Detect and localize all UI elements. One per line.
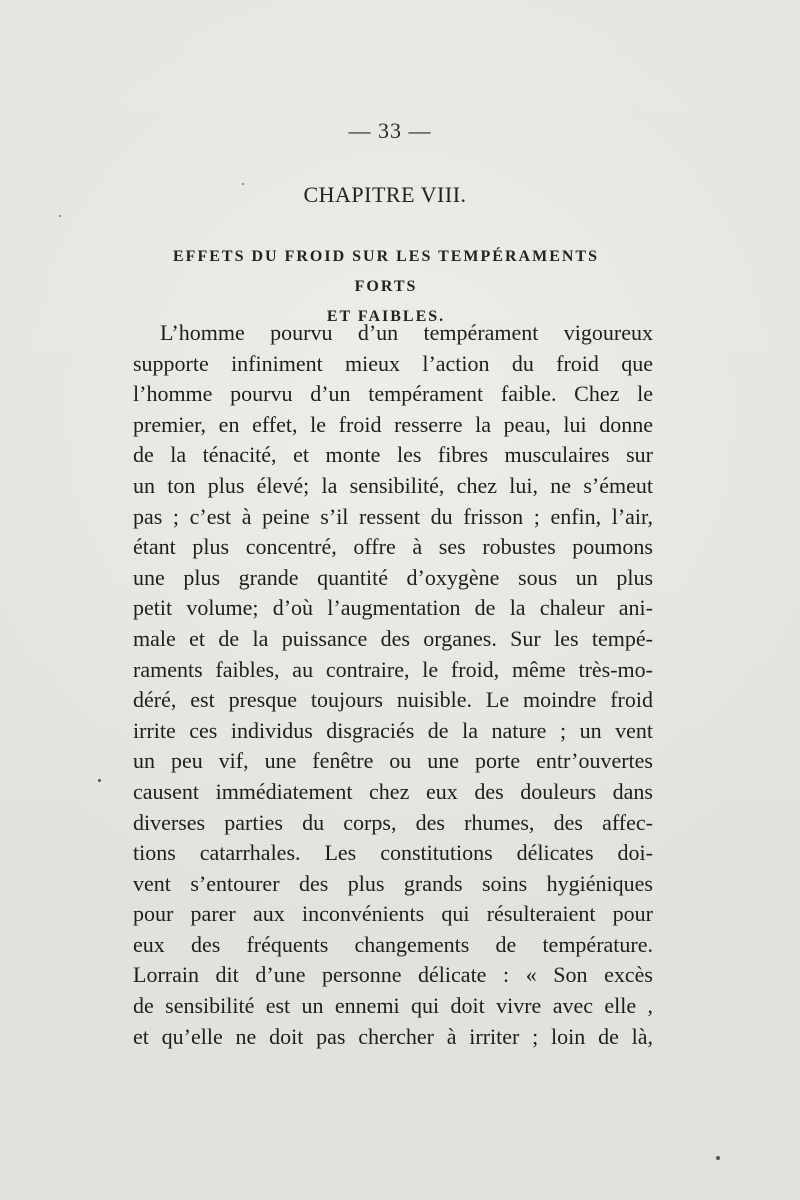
subtitle-line: EFFETS DU FROID SUR LES TEMPÉRAMENTS FORTS	[173, 248, 599, 295]
text-line: un peu vif, une fenêtre ou une porte entr’ouvertes	[133, 748, 653, 774]
chapter-title: CHAPITRE VIII.	[303, 182, 467, 207]
text-line: et qu’elle ne doit pas chercher à irriter ; loin de là,	[133, 1023, 653, 1049]
paper-speck	[716, 1156, 720, 1160]
text-line: supporte infiniment mieux l’action du froid que	[133, 350, 653, 376]
text-line: petit volume; d’où l’augmentation de la chaleur ani-	[133, 595, 653, 621]
text-line: pas ; c’est à peine s’il ressent du frisson ; enfin, l’air,	[133, 503, 653, 529]
paper-speck	[242, 183, 244, 185]
text-line: de sensibilité est un ennemi qui doit vivre avec elle ,	[133, 993, 653, 1019]
text-line: premier, en effet, le froid resserre la peau, lui donne	[133, 411, 653, 437]
text-line: étant plus concentré, offre à ses robustes poumons	[133, 534, 653, 560]
text-line: raments faibles, au contraire, le froid, même très-mo-	[133, 656, 653, 682]
text-line: vent s’entourer des plus grands soins hygiéniques	[133, 870, 653, 896]
page-number: — 33 —	[348, 118, 432, 143]
text-line: tions catarrhales. Les constitutions délicates doi-	[133, 840, 653, 866]
text-line: de la ténacité, et monte les fibres musculaires sur	[133, 442, 653, 468]
text-line: diverses parties du corps, des rhumes, des affec-	[133, 809, 653, 835]
text-line: une plus grande quantité d’oxygène sous un plus	[133, 564, 653, 590]
subtitle-line: ET FAIBLES.	[326, 308, 446, 325]
body-paragraph	[133, 318, 653, 1052]
text-line: causent immédiatement chez eux des douleurs dans	[133, 778, 653, 804]
text-line: déré, est presque toujours nuisible. Le moindre froid	[133, 687, 653, 713]
paper-speck	[59, 215, 61, 217]
text-line: pour parer aux inconvénients qui résulteraient pour	[133, 901, 653, 927]
text-line: male et de la puissance des organes. Sur les tempé-	[133, 625, 653, 651]
paper-speck	[98, 779, 101, 782]
text-line: un ton plus élevé; la sensibilité, chez lui, ne s’émeut	[133, 472, 653, 498]
text-line: irrite ces individus disgraciés de la nature ; un vent	[133, 717, 653, 743]
text-line: Lorrain dit d’une personne délicate : « Son excès	[133, 962, 653, 988]
text-line: l’homme pourvu d’un tempérament faible. Chez le	[133, 381, 653, 407]
text-line: eux des fréquents changements de température.	[133, 931, 653, 957]
text-line: L’homme pourvu d’un tempérament vigoureux	[160, 320, 653, 345]
